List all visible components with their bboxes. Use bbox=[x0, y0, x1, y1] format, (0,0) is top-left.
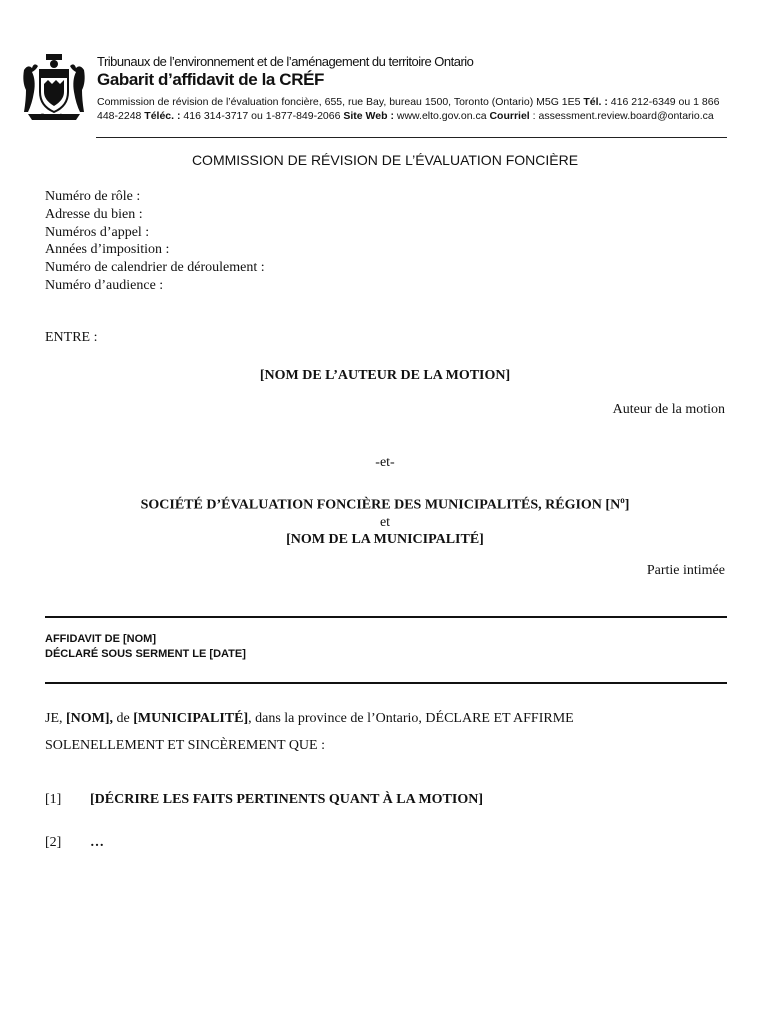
affidavit-heading-line1: AFFIDAVIT DE [NOM] bbox=[45, 633, 157, 645]
paragraph-text: … bbox=[90, 835, 104, 850]
field-schedule-number: Numéro de calendrier de déroulement : bbox=[45, 260, 265, 276]
respondent-block bbox=[0, 492, 770, 548]
contact-info bbox=[97, 95, 727, 123]
case-fields bbox=[45, 188, 265, 295]
statement-line-2: SOLENELLEMENT ET SINCÈREMENT QUE : bbox=[45, 738, 325, 753]
respondent-name-suffix: ] bbox=[624, 497, 630, 513]
fax-label: Téléc. : bbox=[144, 110, 181, 122]
statement-line-1 bbox=[45, 711, 574, 727]
statement-de: de bbox=[113, 711, 134, 726]
organization-name: Tribunaux de l’environnement et de l’aménagement du territoire Ontario bbox=[97, 54, 474, 69]
paragraph-number: [2] bbox=[45, 835, 62, 850]
statement-municipality: [MUNICIPALITÉ] bbox=[133, 711, 249, 726]
statement-je: JE, bbox=[45, 711, 66, 726]
tel-value: 416 212-6349 ou 1 866 448-2248 bbox=[97, 96, 720, 122]
email-label: Courriel bbox=[489, 110, 530, 122]
respondent-name-prefix: SOCIÉTÉ D’ÉVALUATION FONCIÈRE DES MUNICIPALITÉS, RÉGION [N bbox=[140, 497, 621, 513]
respondent-joiner: et bbox=[379, 514, 391, 530]
affidavit-heading-line2: DÉCLARÉ SOUS SERMENT LE [DATE] bbox=[45, 648, 246, 660]
affidavit-top-rule bbox=[45, 616, 727, 618]
affidavit-heading bbox=[45, 632, 246, 662]
commission-title: COMMISSION DE RÉVISION DE L’ÉVALUATION FONCIÈRE bbox=[191, 152, 579, 168]
field-appeal-numbers: Numéros d’appel : bbox=[45, 224, 150, 240]
statement-name: [NOM], bbox=[66, 711, 114, 726]
email-value[interactable]: : assessment.review.board@ontario.ca bbox=[529, 110, 714, 122]
respondent-role: Partie intimée bbox=[646, 563, 725, 578]
field-property-address: Adresse du bien : bbox=[45, 206, 143, 222]
statement-rest: , dans la province de l’Ontario, DÉCLARE ET AFFIRME bbox=[248, 711, 574, 726]
header-divider bbox=[96, 137, 727, 138]
and-separator: -et- bbox=[375, 455, 395, 470]
paragraph-text: [DÉCRIRE LES FAITS PERTINENTS QUANT À LA MOTION] bbox=[90, 792, 484, 807]
document-title: Gabarit d’affidavit de la CRÉF bbox=[97, 70, 324, 89]
fax-value: 416 314-3717 ou 1-877-849-2066 bbox=[180, 110, 344, 122]
contact-address: Commission de révision de l’évaluation foncière, 655, rue Bay, bureau 1500, Toronto (Ontario) M5G 1E5 bbox=[97, 96, 584, 108]
web-label: Site Web : bbox=[343, 110, 394, 122]
respondent-name bbox=[0, 492, 770, 514]
web-value[interactable]: www.elto.gov.on.ca bbox=[393, 110, 490, 122]
moving-party-role: Auteur de la motion bbox=[612, 402, 725, 417]
between-label: ENTRE : bbox=[45, 330, 98, 345]
paragraph-number: [1] bbox=[45, 792, 62, 807]
logo-wordmark: Ontario bbox=[39, 112, 67, 122]
field-hearing-number: Numéro d’audience : bbox=[45, 277, 164, 293]
respondent-superscript: o bbox=[620, 495, 625, 505]
moving-party-name: [NOM DE L’AUTEUR DE LA MOTION] bbox=[259, 368, 511, 383]
affidavit-bottom-rule bbox=[45, 682, 727, 684]
municipality-name: [NOM DE LA MUNICIPALITÉ] bbox=[286, 531, 484, 547]
tel-label: Tél. : bbox=[583, 96, 608, 108]
field-roll-number: Numéro de rôle : bbox=[45, 189, 141, 204]
field-tax-years: Années d’imposition : bbox=[45, 242, 170, 258]
